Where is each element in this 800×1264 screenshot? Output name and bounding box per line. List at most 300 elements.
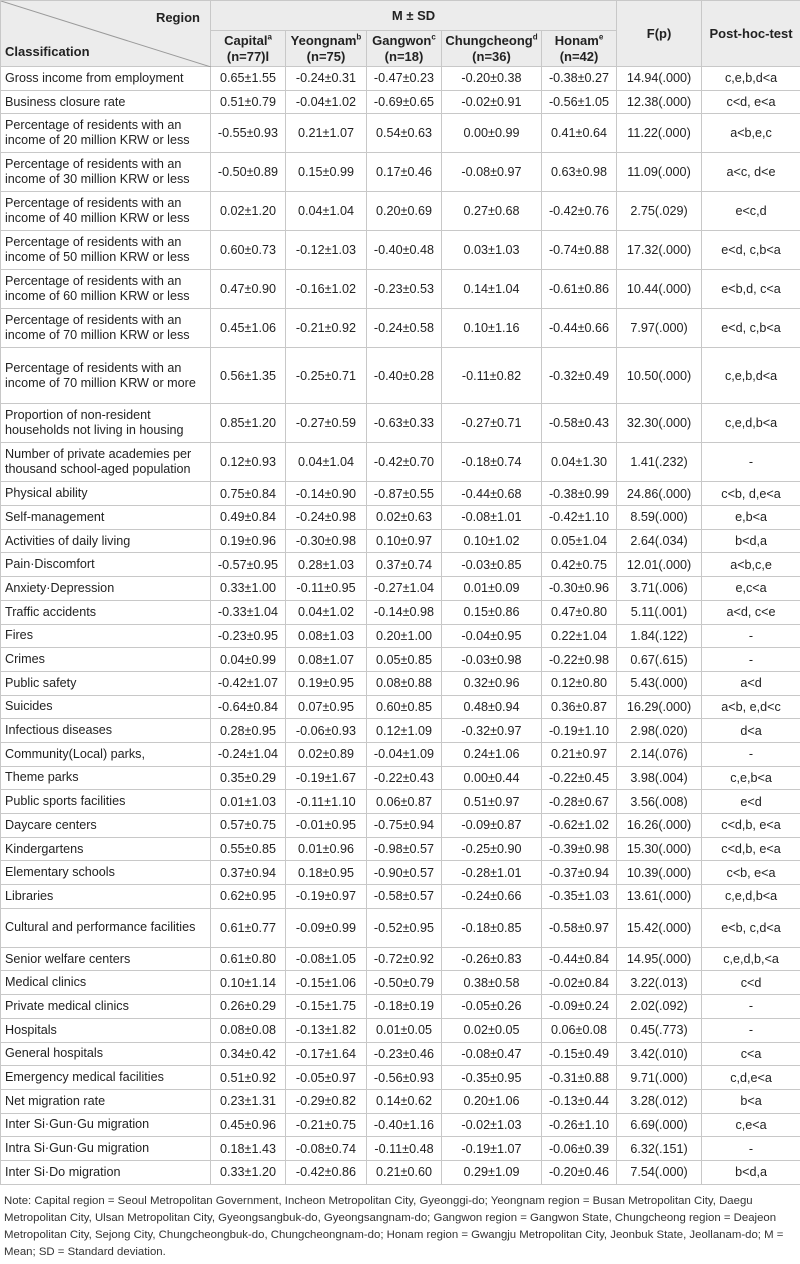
msd-cell: -0.19±1.10 xyxy=(542,719,617,743)
msd-cell: 0.19±0.96 xyxy=(211,529,286,553)
msd-cell: 0.47±0.80 xyxy=(542,600,617,624)
table-row xyxy=(1,1042,800,1066)
msd-cell: 0.02±0.89 xyxy=(286,742,367,766)
f-value-cell: 7.97(.000) xyxy=(617,309,702,348)
posthoc-cell: a<b,e,c xyxy=(702,114,800,153)
msd-cell: -0.13±0.44 xyxy=(542,1089,617,1113)
msd-cell: 0.05±1.04 xyxy=(542,529,617,553)
msd-cell: 0.14±1.04 xyxy=(442,270,542,309)
classification-cell: Net migration rate xyxy=(1,1089,211,1113)
msd-cell: -0.02±1.03 xyxy=(442,1113,542,1137)
classification-cell: Senior welfare centers xyxy=(1,947,211,971)
msd-cell: 0.10±0.97 xyxy=(367,529,442,553)
table-row xyxy=(1,971,800,995)
msd-cell: 0.45±1.06 xyxy=(211,309,286,348)
classification-cell: Medical clinics xyxy=(1,971,211,995)
msd-cell: -0.52±0.95 xyxy=(367,908,442,947)
msd-cell: -0.15±0.49 xyxy=(542,1042,617,1066)
region-superscript: e xyxy=(598,32,604,42)
msd-cell: -0.24±0.66 xyxy=(442,885,542,909)
classification-cell: Business closure rate xyxy=(1,90,211,114)
msd-cell: 0.45±0.96 xyxy=(211,1113,286,1137)
msd-cell: -0.40±0.28 xyxy=(367,348,442,404)
msd-cell: 0.10±1.02 xyxy=(442,529,542,553)
f-value-cell: 2.64(.034) xyxy=(617,529,702,553)
posthoc-cell: - xyxy=(702,648,800,672)
msd-cell: -0.11±0.48 xyxy=(367,1137,442,1161)
classification-cell: Public sports facilities xyxy=(1,790,211,814)
msd-cell: -0.27±0.59 xyxy=(286,404,367,443)
msd-cell: 0.01±1.03 xyxy=(211,790,286,814)
msd-cell: -0.28±1.01 xyxy=(442,861,542,885)
classification-cell: Percentage of residents with an income of 50 million KRW or less xyxy=(1,231,211,270)
f-value-cell: 11.09(.000) xyxy=(617,153,702,192)
msd-cell: 0.08±1.03 xyxy=(286,624,367,648)
table-row xyxy=(1,742,800,766)
classification-cell: Emergency medical facilities xyxy=(1,1066,211,1090)
msd-cell: -0.13±1.82 xyxy=(286,1018,367,1042)
f-value-cell: 3.22(.013) xyxy=(617,971,702,995)
table-row xyxy=(1,529,800,553)
msd-cell: -0.26±1.10 xyxy=(542,1113,617,1137)
posthoc-cell: e<d, c,b<a xyxy=(702,231,800,270)
msd-cell: 0.08±0.08 xyxy=(211,1018,286,1042)
f-value-cell: 15.42(.000) xyxy=(617,908,702,947)
msd-cell: -0.18±0.85 xyxy=(442,908,542,947)
msd-cell: -0.50±0.79 xyxy=(367,971,442,995)
table-row xyxy=(1,90,800,114)
f-value-cell: 3.56(.008) xyxy=(617,790,702,814)
msd-cell: 0.63±0.98 xyxy=(542,153,617,192)
msd-cell: 0.02±0.05 xyxy=(442,1018,542,1042)
region-superscript: a xyxy=(267,32,272,42)
msd-cell: -0.42±1.07 xyxy=(211,671,286,695)
msd-cell: 0.05±0.85 xyxy=(367,648,442,672)
msd-cell: 0.22±1.04 xyxy=(542,624,617,648)
table-row xyxy=(1,995,800,1019)
posthoc-cell: c,e,b<a xyxy=(702,766,800,790)
classification-cell: Hospitals xyxy=(1,1018,211,1042)
f-value-cell: 14.94(.000) xyxy=(617,67,702,91)
msd-cell: -0.18±0.74 xyxy=(442,443,542,482)
msd-cell: -0.62±1.02 xyxy=(542,814,617,838)
posthoc-cell: e<b,d, c<a xyxy=(702,270,800,309)
classification-cell: Libraries xyxy=(1,885,211,909)
f-value-cell: 12.01(.000) xyxy=(617,553,702,577)
msd-cell: -0.32±0.97 xyxy=(442,719,542,743)
classification-cell: Kindergartens xyxy=(1,837,211,861)
msd-cell: -0.44±0.84 xyxy=(542,947,617,971)
posthoc-cell: c,e,d,b,<a xyxy=(702,947,800,971)
classification-cell: Number of private academies per thousand school-aged population xyxy=(1,443,211,482)
msd-cell: -0.04±1.09 xyxy=(367,742,442,766)
table-row xyxy=(1,719,800,743)
table-row xyxy=(1,1113,800,1137)
posthoc-header: Post-hoc-test xyxy=(702,1,800,67)
msd-cell: 0.33±1.00 xyxy=(211,577,286,601)
msd-cell: -0.42±1.10 xyxy=(542,506,617,530)
posthoc-cell: e,c<a xyxy=(702,577,800,601)
region-sample-size: (n=75) xyxy=(306,48,346,64)
f-value-cell: 3.71(.006) xyxy=(617,577,702,601)
msd-cell: 0.21±0.60 xyxy=(367,1160,442,1184)
table-row xyxy=(1,814,800,838)
msd-cell: -0.22±0.45 xyxy=(542,766,617,790)
msd-cell: -0.56±1.05 xyxy=(542,90,617,114)
table-row xyxy=(1,695,800,719)
msd-cell: 0.02±0.63 xyxy=(367,506,442,530)
posthoc-cell: e<c,d xyxy=(702,192,800,231)
msd-cell: 0.62±0.95 xyxy=(211,885,286,909)
posthoc-cell: c,e<a xyxy=(702,1113,800,1137)
table-body xyxy=(1,67,800,1185)
msd-cell: -0.08±1.01 xyxy=(442,506,542,530)
msd-cell: 0.21±0.97 xyxy=(542,742,617,766)
region-header-capital xyxy=(211,31,286,67)
classification-cell: Traffic accidents xyxy=(1,600,211,624)
posthoc-cell: a<d xyxy=(702,671,800,695)
f-value-cell: 3.42(.010) xyxy=(617,1042,702,1066)
f-value-cell: 11.22(.000) xyxy=(617,114,702,153)
msd-cell: -0.20±0.38 xyxy=(442,67,542,91)
msd-cell: -0.23±0.95 xyxy=(211,624,286,648)
table-row xyxy=(1,600,800,624)
table-row xyxy=(1,577,800,601)
msd-cell: 0.37±0.74 xyxy=(367,553,442,577)
msd-cell: -0.19±1.07 xyxy=(442,1137,542,1161)
posthoc-cell: - xyxy=(702,1018,800,1042)
msd-cell: 0.75±0.84 xyxy=(211,482,286,506)
msd-cell: 0.33±1.20 xyxy=(211,1160,286,1184)
msd-cell: 0.47±0.90 xyxy=(211,270,286,309)
msd-cell: -0.26±0.83 xyxy=(442,947,542,971)
table-row xyxy=(1,624,800,648)
msd-cell: -0.06±0.93 xyxy=(286,719,367,743)
msd-cell: -0.14±0.98 xyxy=(367,600,442,624)
f-value-cell: 7.54(.000) xyxy=(617,1160,702,1184)
msd-cell: -0.31±0.88 xyxy=(542,1066,617,1090)
msd-cell: -0.04±0.95 xyxy=(442,624,542,648)
classification-cell: Private medical clinics xyxy=(1,995,211,1019)
msd-cell: -0.42±0.76 xyxy=(542,192,617,231)
classification-cell: Proportion of non-resident households not living in housing xyxy=(1,404,211,443)
msd-cell: 0.12±1.09 xyxy=(367,719,442,743)
msd-cell: 0.15±0.99 xyxy=(286,153,367,192)
posthoc-cell: b<d,a xyxy=(702,529,800,553)
classification-cell: Infectious diseases xyxy=(1,719,211,743)
msd-cell: 0.20±1.06 xyxy=(442,1089,542,1113)
posthoc-cell: c<d xyxy=(702,971,800,995)
table-row xyxy=(1,67,800,91)
msd-cell: 0.24±1.06 xyxy=(442,742,542,766)
classification-cell: Percentage of residents with an income of 40 million KRW or less xyxy=(1,192,211,231)
msd-cell: -0.38±0.27 xyxy=(542,67,617,91)
classification-cell: Elementary schools xyxy=(1,861,211,885)
table-row xyxy=(1,192,800,231)
msd-cell: 0.06±0.87 xyxy=(367,790,442,814)
msd-cell: -0.11±0.95 xyxy=(286,577,367,601)
msd-cell: -0.39±0.98 xyxy=(542,837,617,861)
msd-cell: -0.61±0.86 xyxy=(542,270,617,309)
msd-cell: 0.28±0.95 xyxy=(211,719,286,743)
msd-cell: 0.60±0.73 xyxy=(211,231,286,270)
msd-cell: 0.14±0.62 xyxy=(367,1089,442,1113)
table-row xyxy=(1,506,800,530)
msd-cell: -0.22±0.43 xyxy=(367,766,442,790)
msd-cell: -0.98±0.57 xyxy=(367,837,442,861)
f-value-cell: 0.67(.615) xyxy=(617,648,702,672)
msd-cell: -0.58±0.97 xyxy=(542,908,617,947)
region-sample-size: (n=77)l xyxy=(226,48,270,64)
posthoc-cell: a<b, e,d<c xyxy=(702,695,800,719)
msd-cell: -0.05±0.26 xyxy=(442,995,542,1019)
msd-cell: -0.15±1.06 xyxy=(286,971,367,995)
msd-cell: 0.03±1.03 xyxy=(442,231,542,270)
table-row xyxy=(1,790,800,814)
table-row xyxy=(1,404,800,443)
msd-cell: 0.49±0.84 xyxy=(211,506,286,530)
f-value-cell: 14.95(.000) xyxy=(617,947,702,971)
table-row xyxy=(1,861,800,885)
msd-cell: -0.23±0.53 xyxy=(367,270,442,309)
msd-cell: -0.38±0.99 xyxy=(542,482,617,506)
msd-cell: -0.02±0.84 xyxy=(542,971,617,995)
msd-cell: 0.51±0.97 xyxy=(442,790,542,814)
msd-cell: 0.04±0.99 xyxy=(211,648,286,672)
msd-cell: -0.33±1.04 xyxy=(211,600,286,624)
msd-cell: 0.41±0.64 xyxy=(542,114,617,153)
posthoc-cell: a<c, d<e xyxy=(702,153,800,192)
msd-cell: -0.08±0.97 xyxy=(442,153,542,192)
posthoc-cell: c,e,b,d<a xyxy=(702,348,800,404)
classification-cell: Inter Si·Gun·Gu migration xyxy=(1,1113,211,1137)
msd-cell: 0.15±0.86 xyxy=(442,600,542,624)
f-value-cell: 16.26(.000) xyxy=(617,814,702,838)
msd-cell: 0.26±0.29 xyxy=(211,995,286,1019)
msd-cell: 0.34±0.42 xyxy=(211,1042,286,1066)
table-row xyxy=(1,1066,800,1090)
msd-cell: 0.04±1.04 xyxy=(286,192,367,231)
f-value-cell: 10.50(.000) xyxy=(617,348,702,404)
posthoc-cell: c<b, e<a xyxy=(702,861,800,885)
msd-cell: 0.60±0.85 xyxy=(367,695,442,719)
posthoc-cell: c,e,d,b<a xyxy=(702,404,800,443)
msd-cell: -0.08±0.74 xyxy=(286,1137,367,1161)
msd-cell: -0.37±0.94 xyxy=(542,861,617,885)
region-sample-size: (n=18) xyxy=(384,48,424,64)
f-value-cell: 1.41(.232) xyxy=(617,443,702,482)
posthoc-cell: c,e,d,b<a xyxy=(702,885,800,909)
msd-cell: -0.30±0.96 xyxy=(542,577,617,601)
posthoc-cell: b<d,a xyxy=(702,1160,800,1184)
msd-cell: -0.47±0.23 xyxy=(367,67,442,91)
msd-cell: 0.48±0.94 xyxy=(442,695,542,719)
f-value-cell: 2.02(.092) xyxy=(617,995,702,1019)
msd-cell: -0.20±0.46 xyxy=(542,1160,617,1184)
msd-cell: -0.21±0.92 xyxy=(286,309,367,348)
msd-cell: 0.04±1.04 xyxy=(286,443,367,482)
classification-cell: Percentage of residents with an income of 60 million KRW or less xyxy=(1,270,211,309)
msd-cell: 0.37±0.94 xyxy=(211,861,286,885)
msd-cell: -0.42±0.86 xyxy=(286,1160,367,1184)
msd-cell: 0.36±0.87 xyxy=(542,695,617,719)
region-sample-size: (n=42) xyxy=(559,48,599,64)
msd-cell: -0.23±0.46 xyxy=(367,1042,442,1066)
table-row xyxy=(1,309,800,348)
table-row xyxy=(1,270,800,309)
region-header-gangwon xyxy=(367,31,442,67)
msd-cell: -0.75±0.94 xyxy=(367,814,442,838)
msd-cell: -0.16±1.02 xyxy=(286,270,367,309)
classification-cell: Cultural and performance facilities xyxy=(1,908,211,947)
classification-cell: Percentage of residents with an income of 70 million KRW or less xyxy=(1,309,211,348)
region-header-honam xyxy=(542,31,617,67)
msd-cell: 0.07±0.95 xyxy=(286,695,367,719)
msd-cell: -0.64±0.84 xyxy=(211,695,286,719)
classification-cell: Pain·Discomfort xyxy=(1,553,211,577)
table-row xyxy=(1,648,800,672)
posthoc-cell: a<d, c<e xyxy=(702,600,800,624)
f-value-cell: 1.84(.122) xyxy=(617,624,702,648)
f-value-cell: 6.32(.151) xyxy=(617,1137,702,1161)
msd-cell: 0.29±1.09 xyxy=(442,1160,542,1184)
msd-cell: 0.85±1.20 xyxy=(211,404,286,443)
posthoc-cell: c,d,e<a xyxy=(702,1066,800,1090)
msd-cell: -0.08±1.05 xyxy=(286,947,367,971)
msd-cell: 0.55±0.85 xyxy=(211,837,286,861)
msd-cell: -0.57±0.95 xyxy=(211,553,286,577)
msd-cell: 0.21±1.07 xyxy=(286,114,367,153)
msd-cell: -0.04±1.02 xyxy=(286,90,367,114)
f-value-cell: 2.98(.020) xyxy=(617,719,702,743)
msd-cell: 0.08±1.07 xyxy=(286,648,367,672)
classification-cell: Suicides xyxy=(1,695,211,719)
posthoc-cell: - xyxy=(702,995,800,1019)
region-header-yeongnam xyxy=(286,31,367,67)
region-header-chungcheong xyxy=(442,31,542,67)
classification-cell: Intra Si·Gun·Gu migration xyxy=(1,1137,211,1161)
msd-cell: 0.32±0.96 xyxy=(442,671,542,695)
f-value-cell: 32.30(.000) xyxy=(617,404,702,443)
classification-cell: Self-management xyxy=(1,506,211,530)
f-value-cell: 3.98(.004) xyxy=(617,766,702,790)
msd-cell: -0.18±0.19 xyxy=(367,995,442,1019)
table-row xyxy=(1,1089,800,1113)
table-row xyxy=(1,766,800,790)
classification-cell: Percentage of residents with an income of 20 million KRW or less xyxy=(1,114,211,153)
table-row xyxy=(1,231,800,270)
posthoc-cell: - xyxy=(702,1137,800,1161)
msd-cell: 0.20±0.69 xyxy=(367,192,442,231)
msd-cell: 0.04±1.30 xyxy=(542,443,617,482)
msd-cell: -0.29±0.82 xyxy=(286,1089,367,1113)
classification-cell: Community(Local) parks, xyxy=(1,742,211,766)
msd-cell: 0.20±1.00 xyxy=(367,624,442,648)
table-row xyxy=(1,1137,800,1161)
region-superscript: b xyxy=(356,32,362,42)
region-name: Gangwon xyxy=(372,32,432,48)
msd-cell: 0.35±0.29 xyxy=(211,766,286,790)
msd-cell: -0.27±1.04 xyxy=(367,577,442,601)
msd-cell: -0.90±0.57 xyxy=(367,861,442,885)
table-row xyxy=(1,153,800,192)
msd-cell: 0.51±0.92 xyxy=(211,1066,286,1090)
msd-cell: 0.19±0.95 xyxy=(286,671,367,695)
msd-cell: 0.61±0.77 xyxy=(211,908,286,947)
f-value-cell: 5.43(.000) xyxy=(617,671,702,695)
table-row xyxy=(1,443,800,482)
f-value-cell: 2.75(.029) xyxy=(617,192,702,231)
msd-cell: -0.55±0.93 xyxy=(211,114,286,153)
msd-cell: -0.28±0.67 xyxy=(542,790,617,814)
region-name: Capital xyxy=(224,32,268,48)
classification-cell: Public safety xyxy=(1,671,211,695)
region-header-label: Region xyxy=(155,10,200,25)
f-value-cell: 3.28(.012) xyxy=(617,1089,702,1113)
msd-cell: -0.58±0.57 xyxy=(367,885,442,909)
table-row xyxy=(1,114,800,153)
classification-cell: Physical ability xyxy=(1,482,211,506)
posthoc-cell: a<b,c,e xyxy=(702,553,800,577)
msd-cell: 0.10±1.14 xyxy=(211,971,286,995)
msd-cell: 0.17±0.46 xyxy=(367,153,442,192)
f-value-cell: 5.11(.001) xyxy=(617,600,702,624)
msd-cell: 0.08±0.88 xyxy=(367,671,442,695)
msd-cell: -0.25±0.71 xyxy=(286,348,367,404)
posthoc-cell: d<a xyxy=(702,719,800,743)
table-row xyxy=(1,908,800,947)
msd-cell: -0.35±0.95 xyxy=(442,1066,542,1090)
msd-cell: -0.22±0.98 xyxy=(542,648,617,672)
msd-cell: 0.28±1.03 xyxy=(286,553,367,577)
table-row xyxy=(1,1160,800,1184)
table-row xyxy=(1,671,800,695)
msd-cell: 0.01±0.09 xyxy=(442,577,542,601)
f-value-cell: 6.69(.000) xyxy=(617,1113,702,1137)
msd-cell: 0.00±0.44 xyxy=(442,766,542,790)
msd-cell: 0.12±0.80 xyxy=(542,671,617,695)
classification-cell: General hospitals xyxy=(1,1042,211,1066)
msd-cell: -0.50±0.89 xyxy=(211,153,286,192)
msd-cell: 0.65±1.55 xyxy=(211,67,286,91)
msd-cell: -0.19±0.97 xyxy=(286,885,367,909)
msd-cell: -0.11±0.82 xyxy=(442,348,542,404)
msd-cell: -0.14±0.90 xyxy=(286,482,367,506)
classification-cell: Crimes xyxy=(1,648,211,672)
msd-cell: 0.54±0.63 xyxy=(367,114,442,153)
table-header xyxy=(1,1,800,67)
msd-cell: 0.18±0.95 xyxy=(286,861,367,885)
msd-cell: 0.42±0.75 xyxy=(542,553,617,577)
msd-cell: -0.24±1.04 xyxy=(211,742,286,766)
region-name: Yeongnam xyxy=(290,32,357,48)
msd-header: M ± SD xyxy=(211,1,617,31)
msd-cell: 0.10±1.16 xyxy=(442,309,542,348)
f-value-cell: 24.86(.000) xyxy=(617,482,702,506)
posthoc-cell: - xyxy=(702,742,800,766)
msd-cell: -0.27±0.71 xyxy=(442,404,542,443)
posthoc-cell: - xyxy=(702,443,800,482)
f-value-cell: 0.45(.773) xyxy=(617,1018,702,1042)
posthoc-cell: c<d,b, e<a xyxy=(702,837,800,861)
table-row xyxy=(1,553,800,577)
f-value-cell: 16.29(.000) xyxy=(617,695,702,719)
classification-cell: Daycare centers xyxy=(1,814,211,838)
msd-cell: 0.06±0.08 xyxy=(542,1018,617,1042)
region-superscript: d xyxy=(532,32,538,42)
msd-cell: -0.44±0.66 xyxy=(542,309,617,348)
msd-cell: -0.21±0.75 xyxy=(286,1113,367,1137)
